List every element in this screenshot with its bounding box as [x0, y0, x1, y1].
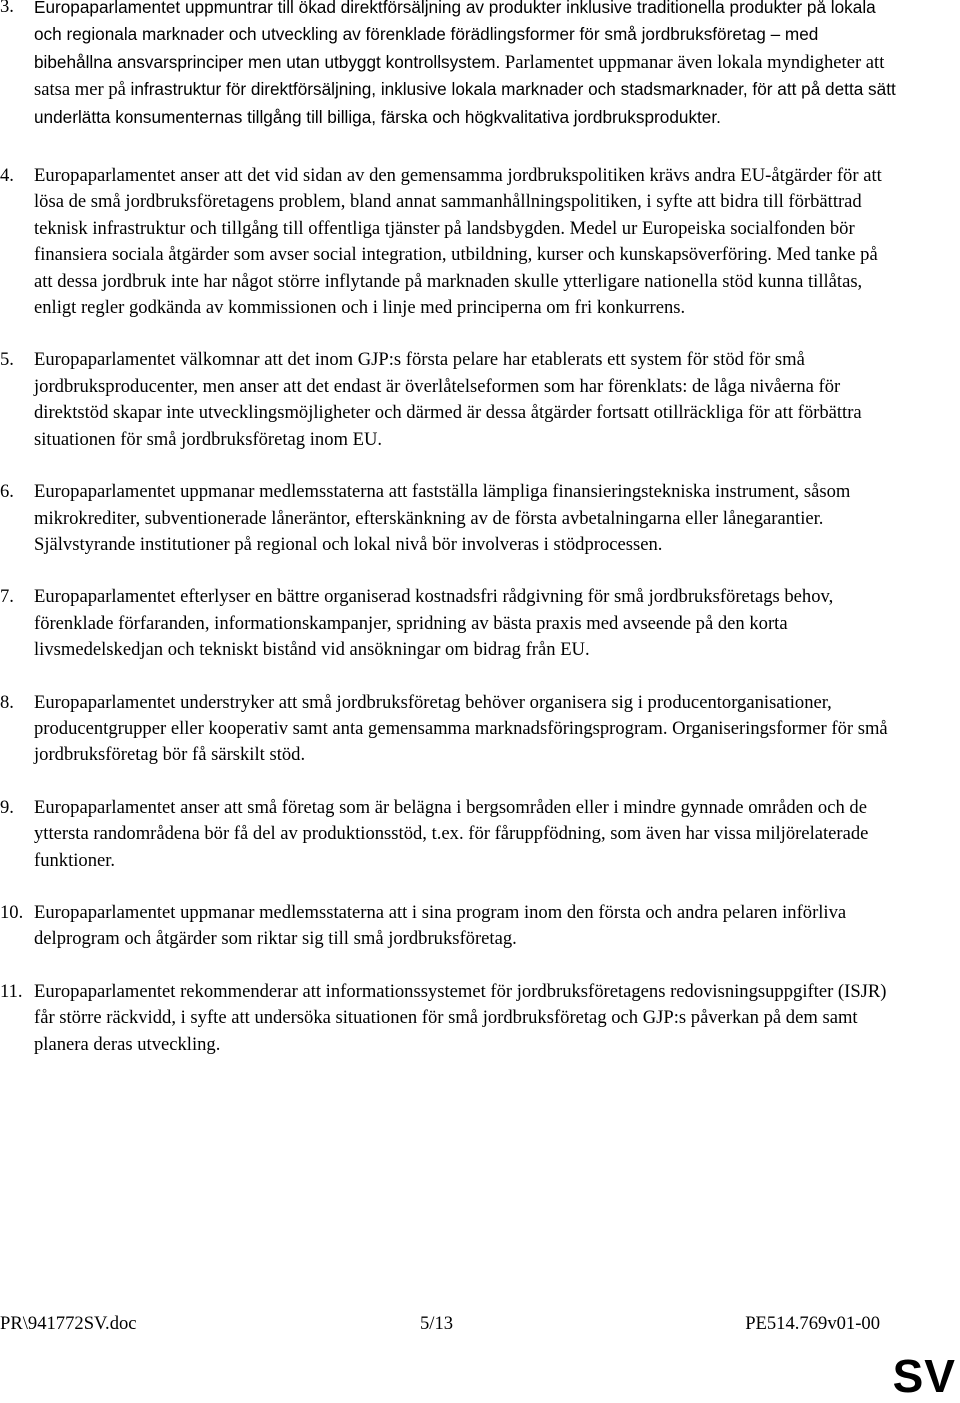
paragraph-text-part: infrastruktur för direktförsäljning, inklusive lokala marknader och stadsmarknader, för att på detta sätt underlätta konsumenternas tillgång till billiga, färska och högkvalitativa jordbruksprodukter.: [34, 79, 896, 127]
paragraph-text: [34, 0, 900, 131]
paragraph-text-part: Europaparlamentet uppmuntrar till ökad direktförsäljning av produkter inklusive traditionella produkter på lokala och regionala marknader och utveckling av förenklade förädlingsformer för små jordbruksföretag – med bibehållna ansvarsprinciper men utan utbyggt kontrollsystem.: [34, 0, 876, 72]
paragraph-text: Europaparlamentet efterlyser en bättre organiserad kostnadsfri rådgivning för små jordbruksföretags behov, förenklade förfaranden, informationskampanjer, spridning av bästa praxis med avseende på den korta livsmedelskedjan och tekniskt bistånd vid ansökningar om bidrag från EU.: [34, 586, 834, 661]
paragraph-number: 9.: [0, 796, 14, 818]
paragraph-6: [0, 479, 900, 558]
paragraph-text-part: Parlamentet uppmanar även lokala myndigheter att satsa mer på: [34, 51, 885, 101]
paragraph-11: [0, 979, 900, 1058]
paragraph-7: [0, 584, 900, 663]
page-footer: [0, 1310, 880, 1338]
footer-page-number: 5/13: [420, 1313, 454, 1334]
footer-document-ref: PR\941772SV.doc: [0, 1313, 137, 1334]
paragraph-number: 7.: [0, 586, 14, 608]
paragraph-number: 5.: [0, 349, 14, 371]
paragraph-number: 3.: [0, 0, 14, 17]
footer-pe-number: PE514.769v01-00: [745, 1313, 880, 1334]
paragraph-5: [0, 347, 900, 453]
paragraph-9: [0, 795, 900, 874]
language-mark: SV: [892, 1350, 956, 1402]
paragraph-number: 8.: [0, 691, 14, 713]
paragraph-3: [0, 0, 900, 131]
paragraph-text: Europaparlamentet rekommenderar att informationssystemet för jordbruksföretagens redovisningsuppgifter (ISJR) får större räckvidd, i syfte att undersöka situationen för små jordbruksföretag och GJP:s påverkan på dem samt planera deras utveckling.: [34, 980, 887, 1055]
paragraph-8: [0, 690, 900, 769]
paragraph-text: Europaparlamentet uppmanar medlemsstaterna att fastställa lämpliga finansieringstekniska instrument, såsom mikrokrediter, subventionerade låneräntor, efterskänkning av de första avbetalningarna eller lånegarantier. Självstyrande institutioner på regional och lokal nivå bör involveras i stödprocessen.: [34, 481, 851, 555]
paragraph-text: Europaparlamentet anser att det vid sidan av den gemensamma jordbrukspolitiken krävs andra EU-åtgärder för att lösa de små jordbruksföretagens problem, bland annat sammanhållningspolitiken, i syfte att bidra till förbättrad teknisk infrastruktur och tillgång till offentliga tjänster på landsbygden. Medel ur Europeiska socialfonden bör finansiera sociala åtgärder som avser social integration, utbildning, kurser och kunskapsöverföring. Med tanke på att dessa jordbruk inte har något större inflytande på marknaden skulle ytterligare nationella stöd kunna tillåtas, enligt regler godkända av kommissionen och i linje med principerna om fri konkurrens.: [34, 165, 882, 319]
paragraph-number: 4.: [0, 165, 14, 187]
paragraph-text: Europaparlamentet uppmanar medlemsstaterna att i sina program inom den första och andra pelaren införliva delprogram och åtgärder som riktar sig till små jordbruksföretag.: [34, 901, 847, 950]
paragraph-10: [0, 900, 900, 953]
paragraph-text: Europaparlamentet understryker att små jordbruksföretag behöver organisera sig i producentorganisationer, producentgrupper eller kooperativ samt anta gemensamma marknadsföringsprogram. Organiseringsformer för små jordbruksföretag bör få särskilt stöd.: [34, 691, 888, 766]
paragraph-text: Europaparlamentet anser att små företag som är belägna i bergsområden eller i mindre gynnade områden och de yttersta randområdena bör få del av produktionsstöd, t.ex. för fåruppfödning, som även har vissa miljörelaterade funktioner.: [34, 796, 869, 871]
paragraph-text: Europaparlamentet välkomnar att det inom GJP:s första pelare har etablerats ett system för stöd för små jordbruksproducenter, men anser att det endast är överlåtelseformen som har förenklats: de låga nivåerna för direktstöd skapar inte utvecklingsmöjligheter och därmed är dessa åtgärder fortsatt otillräckliga för att förbättra situationen för små jordbruksföretag inom EU.: [34, 349, 862, 450]
paragraph-4: [0, 163, 900, 321]
paragraph-number: 10.: [0, 901, 24, 923]
paragraph-number: 11.: [0, 980, 23, 1002]
paragraph-number: 6.: [0, 481, 14, 503]
